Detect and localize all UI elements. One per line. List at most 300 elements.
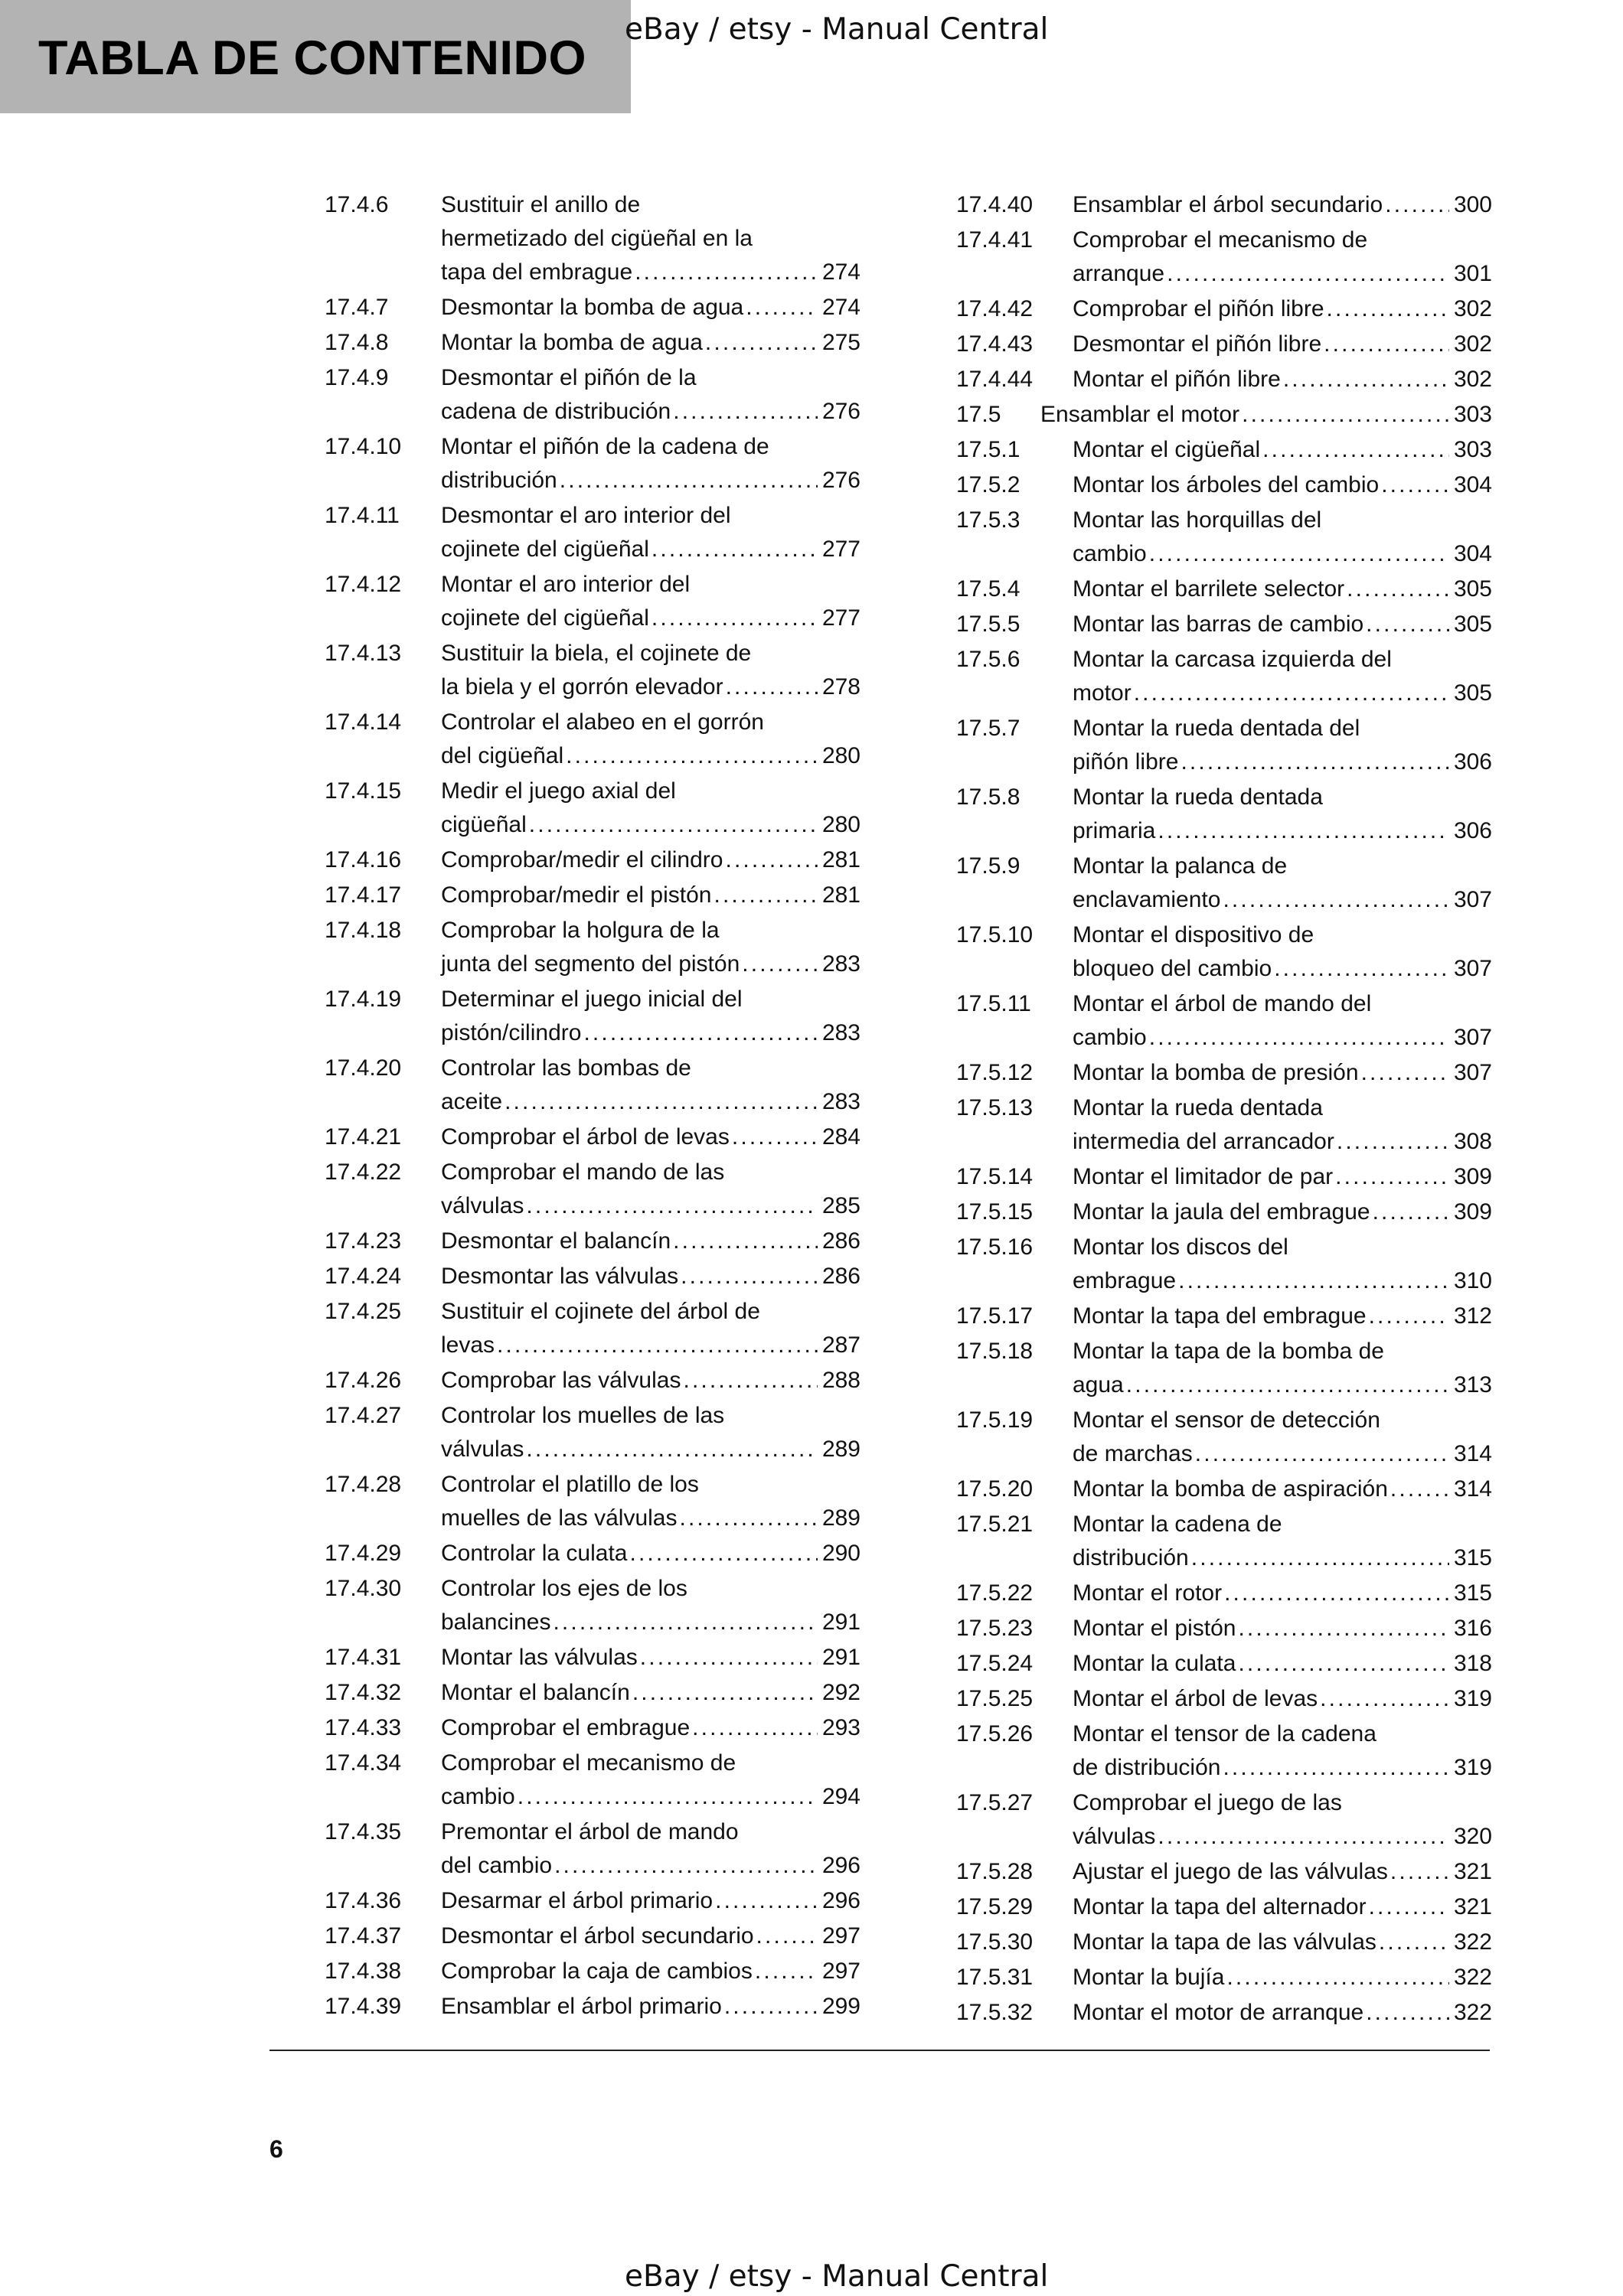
toc-page-number[interactable]: 291: [821, 1609, 860, 1635]
toc-section-number: 17.5.27: [956, 1790, 1034, 1815]
toc-page-number[interactable]: 300: [1453, 192, 1492, 217]
toc-page-number[interactable]: 299: [821, 1994, 860, 2019]
toc-entry-body: [1073, 1682, 1492, 1716]
toc-entry-body: [441, 1537, 860, 1570]
dot-leader: [732, 1120, 818, 1154]
dot-leader: [1158, 1820, 1449, 1854]
toc-entry[interactable]: [325, 1537, 860, 1570]
toc-entry[interactable]: [325, 1399, 860, 1466]
dot-leader: [1373, 1195, 1449, 1229]
toc-title-last-line: [1073, 677, 1492, 710]
toc-entry[interactable]: [956, 1056, 1492, 1090]
toc-title-line: Montar la palanca de: [1073, 853, 1288, 879]
toc-entry[interactable]: [956, 608, 1492, 641]
toc-entry[interactable]: [956, 363, 1492, 396]
toc-page-number[interactable]: 307: [1453, 887, 1492, 912]
toc-page-number[interactable]: 276: [821, 399, 860, 424]
toc-entry[interactable]: [956, 1612, 1492, 1645]
toc-page-number[interactable]: 306: [1453, 749, 1492, 775]
toc-title-last-line: [1073, 745, 1492, 779]
toc-page-number[interactable]: 307: [1453, 1060, 1492, 1085]
toc-entry[interactable]: [956, 398, 1492, 432]
toc-entry-body: [441, 1711, 860, 1745]
toc-page-number[interactable]: 322: [1453, 2000, 1492, 2025]
toc-entry[interactable]: [956, 1717, 1492, 1785]
toc-page-number[interactable]: 277: [821, 605, 860, 631]
toc-title-line: Ensamblar el motor: [1040, 402, 1240, 427]
toc-entry[interactable]: [956, 1404, 1492, 1471]
toc-page-number[interactable]: 289: [821, 1437, 860, 1462]
toc-title-line: Sustituir el anillo de: [441, 192, 641, 217]
toc-title-line: de marchas: [1073, 1441, 1193, 1466]
toc-title-last-line: [441, 739, 860, 773]
toc-entry[interactable]: [325, 188, 860, 289]
dot-leader: [1390, 1473, 1449, 1506]
toc-title-last-line: [1073, 257, 1492, 291]
toc-entry[interactable]: [956, 1231, 1492, 1298]
toc-title-line: la biela y el gorrón elevador: [441, 674, 723, 700]
toc-entry[interactable]: [325, 843, 860, 877]
toc-section-number: 17.4.23: [325, 1228, 402, 1254]
toc-section-number: 17.4.10: [325, 434, 402, 459]
dot-leader: [553, 1606, 818, 1639]
toc-page-number[interactable]: 314: [1453, 1476, 1492, 1502]
toc-entry[interactable]: [325, 914, 860, 981]
toc-entry[interactable]: [956, 1996, 1492, 2030]
toc-section-number: 17.5.29: [956, 1894, 1034, 1919]
toc-section-number: 17.5.30: [956, 1929, 1034, 1955]
toc-page-number[interactable]: 291: [821, 1645, 860, 1670]
toc-section-number: 17.4.42: [956, 296, 1034, 321]
toc-entry[interactable]: [956, 918, 1492, 986]
toc-entry[interactable]: [325, 1120, 860, 1154]
toc-entry[interactable]: [956, 1647, 1492, 1681]
toc-section-number: 17.4.6: [325, 192, 389, 217]
toc-entry[interactable]: [325, 1641, 860, 1675]
toc-page-number[interactable]: 302: [1453, 296, 1492, 321]
toc-page-number[interactable]: 297: [821, 1958, 860, 1984]
toc-entry-body: [441, 914, 860, 981]
toc-title-line: distribución: [441, 468, 557, 493]
toc-title-line: Premontar el árbol de mando: [441, 1819, 739, 1844]
toc-section-number: 17.5.26: [956, 1721, 1034, 1746]
dot-leader: [560, 464, 818, 497]
toc-entry[interactable]: [325, 326, 860, 360]
toc-entry[interactable]: [956, 468, 1492, 502]
toc-page-number[interactable]: 286: [821, 1228, 860, 1254]
dot-leader: [1223, 1751, 1448, 1785]
toc-title-last-line: [441, 808, 860, 842]
toc-page-number[interactable]: 283: [821, 1020, 860, 1045]
toc-page-number[interactable]: 274: [821, 259, 860, 285]
toc-entry[interactable]: [956, 1508, 1492, 1575]
toc-entry[interactable]: [325, 1815, 860, 1883]
toc-title-line: Montar los discos del: [1073, 1234, 1288, 1260]
toc-page-number[interactable]: 288: [821, 1368, 860, 1393]
toc-page-number[interactable]: 286: [821, 1264, 860, 1289]
toc-entry-body: [441, 1052, 860, 1119]
toc-entry-body: [441, 1676, 860, 1710]
toc-entry[interactable]: [956, 1160, 1492, 1194]
toc-section-number: 17.4.38: [325, 1958, 402, 1984]
toc-page-number[interactable]: 275: [821, 330, 860, 355]
toc-title-line: levas: [441, 1332, 495, 1358]
toc-page-number[interactable]: 283: [821, 951, 860, 977]
toc-title-last-line: [1073, 1541, 1492, 1575]
toc-entry-body: [1073, 188, 1492, 222]
toc-title-line: Montar la tapa del alternador: [1073, 1894, 1367, 1919]
toc-page-number[interactable]: 306: [1453, 818, 1492, 843]
toc-page-number[interactable]: 302: [1453, 331, 1492, 357]
toc-entry-body: [1073, 468, 1492, 502]
dot-leader: [583, 1016, 818, 1050]
toc-entry[interactable]: [325, 1468, 860, 1535]
toc-entry[interactable]: [956, 1300, 1492, 1333]
toc-entry[interactable]: [956, 1682, 1492, 1716]
dot-leader: [673, 1225, 818, 1258]
toc-entry[interactable]: [325, 1364, 860, 1397]
toc-title-line: primaria: [1073, 818, 1156, 843]
toc-entry-body: [1073, 1961, 1492, 1994]
toc-page-number[interactable]: 318: [1453, 1651, 1492, 1676]
toc-page-number[interactable]: 312: [1453, 1303, 1492, 1329]
toc-title-line: Desmontar el balancín: [441, 1228, 671, 1254]
toc-title-last-line: [441, 1225, 860, 1258]
toc-page-number[interactable]: 305: [1453, 680, 1492, 706]
dot-leader: [632, 1676, 818, 1710]
toc-entry[interactable]: [325, 1955, 860, 1988]
toc-section-number: 17.5.25: [956, 1686, 1034, 1711]
toc-section-number: 17.5.28: [956, 1859, 1034, 1884]
toc-title-line: aceite: [441, 1089, 503, 1114]
toc-section-number: 17.4.32: [325, 1680, 402, 1705]
toc-page-number[interactable]: 276: [821, 468, 860, 493]
toc-entry-body: [1040, 398, 1492, 432]
toc-entry-body: [441, 1295, 860, 1362]
toc-title-line: balancines: [441, 1609, 551, 1635]
toc-title-line: Montar el árbol de levas: [1073, 1686, 1318, 1711]
toc-title-line: pistón/cilindro: [441, 1020, 582, 1045]
toc-section-number: 17.4.26: [325, 1368, 402, 1393]
toc-title-line: cojinete del cigüeñal: [441, 605, 649, 631]
toc-section-number: 17.4.22: [325, 1159, 402, 1185]
toc-page-number[interactable]: 321: [1453, 1859, 1492, 1884]
toc-entry-body: [1073, 1926, 1492, 1959]
toc-page-number[interactable]: 322: [1453, 1965, 1492, 1990]
toc-page-number[interactable]: 304: [1453, 541, 1492, 566]
toc-entry[interactable]: [325, 1884, 860, 1918]
toc-page-number[interactable]: 305: [1453, 576, 1492, 602]
toc-page-number[interactable]: 322: [1453, 1929, 1492, 1955]
toc-entry-body: [1073, 1091, 1492, 1159]
toc-entry[interactable]: [956, 712, 1492, 779]
toc-entry[interactable]: [956, 1335, 1492, 1402]
toc-entry[interactable]: [325, 706, 860, 773]
toc-title-line: Comprobar el mecanismo de: [441, 1750, 736, 1776]
toc-title-last-line: [1073, 1056, 1492, 1090]
toc-title-line: Montar la rueda dentada: [1073, 1095, 1323, 1120]
toc-entry[interactable]: [325, 1295, 860, 1362]
toc-title-line: distribución: [1073, 1545, 1189, 1570]
toc-entry[interactable]: [956, 781, 1492, 848]
toc-entry[interactable]: [956, 1961, 1492, 1994]
toc-page-number[interactable]: 316: [1453, 1616, 1492, 1641]
toc-entry[interactable]: [325, 775, 860, 842]
toc-title-last-line: [1073, 292, 1492, 326]
toc-section-number: 17.4.29: [325, 1541, 402, 1566]
toc-entry[interactable]: [956, 1926, 1492, 1959]
toc-title-line: Montar la tapa del embrague: [1073, 1303, 1367, 1329]
toc-entry[interactable]: [325, 879, 860, 912]
toc-entry-body: [441, 499, 860, 566]
toc-entry[interactable]: [325, 1225, 860, 1258]
toc-entry-body: [1073, 1786, 1492, 1854]
toc-title-last-line: [441, 843, 860, 877]
toc-entry[interactable]: [956, 188, 1492, 222]
toc-title-last-line: [441, 1189, 860, 1223]
toc-title-line: Sustituir el cojinete del árbol de: [441, 1299, 760, 1324]
toc-entry[interactable]: [325, 361, 860, 429]
toc-title-line: Controlar el platillo de los: [441, 1472, 699, 1497]
toc-entry[interactable]: [956, 643, 1492, 710]
toc-page-number[interactable]: 321: [1453, 1894, 1492, 1919]
toc-title-last-line: [1073, 1300, 1492, 1333]
toc-section-number: 17.5.12: [956, 1060, 1034, 1085]
toc-page-number[interactable]: 309: [1453, 1164, 1492, 1189]
toc-entry-body: [1073, 1335, 1492, 1402]
toc-entry[interactable]: [325, 1156, 860, 1223]
dot-leader: [1366, 1996, 1449, 2030]
toc-section-number: 17.4.15: [325, 778, 402, 804]
toc-section-number: 17.4.13: [325, 641, 402, 666]
toc-page-number[interactable]: 289: [821, 1505, 860, 1531]
toc-entry[interactable]: [325, 1572, 860, 1639]
toc-page-number[interactable]: 292: [821, 1680, 860, 1705]
dot-leader: [1347, 572, 1449, 606]
toc-title-line: Comprobar el mecanismo de: [1073, 227, 1368, 253]
toc-entry[interactable]: [956, 433, 1492, 467]
toc-page-number[interactable]: 297: [821, 1923, 860, 1949]
toc-title-line: hermetizado del cigüeñal en la: [441, 226, 753, 251]
toc-entry[interactable]: [956, 328, 1492, 361]
dot-leader: [755, 1955, 818, 1988]
toc-title-line: Desmontar el aro interior del: [441, 503, 731, 528]
toc-page-number[interactable]: 307: [1453, 1025, 1492, 1050]
dot-leader: [714, 879, 817, 912]
dot-leader: [566, 739, 818, 773]
toc-entry[interactable]: [956, 850, 1492, 917]
toc-entry[interactable]: [956, 223, 1492, 291]
toc-page-number[interactable]: 320: [1453, 1824, 1492, 1849]
dot-leader: [725, 843, 817, 877]
toc-title-line: Montar las válvulas: [441, 1645, 638, 1670]
toc-page-number[interactable]: 294: [821, 1784, 860, 1809]
toc-entry[interactable]: [325, 637, 860, 704]
toc-title-last-line: [1073, 1996, 1492, 2030]
toc-entry-body: [441, 1641, 860, 1675]
toc-title-last-line: [1073, 1160, 1492, 1194]
dot-leader: [651, 602, 818, 635]
toc-page-number[interactable]: 280: [821, 812, 860, 837]
toc-title-line: Montar el rotor: [1073, 1580, 1223, 1606]
toc-title-line: Ajustar el juego de las válvulas: [1073, 1859, 1388, 1884]
dot-leader: [497, 1329, 818, 1362]
toc-entry[interactable]: [325, 1676, 860, 1710]
toc-page-number[interactable]: 281: [821, 882, 860, 908]
toc-entry[interactable]: [956, 1473, 1492, 1506]
toc-title-line: Controlar los muelles de las: [441, 1403, 725, 1428]
toc-page-number[interactable]: 309: [1453, 1199, 1492, 1225]
toc-entry-body: [1073, 1647, 1492, 1681]
toc-section-number: 17.4.39: [325, 1994, 402, 2019]
toc-entry[interactable]: [325, 291, 860, 325]
toc-title-line: cambio: [1073, 541, 1147, 566]
toc-title-line: agua: [1073, 1372, 1124, 1397]
page-title: TABLA DE CONTENIDO: [38, 31, 586, 85]
toc-entry[interactable]: [325, 430, 860, 497]
toc-entry[interactable]: [956, 987, 1492, 1055]
toc-entry[interactable]: [956, 1195, 1492, 1229]
toc-entry[interactable]: [325, 1711, 860, 1745]
toc-page-number[interactable]: 319: [1453, 1686, 1492, 1711]
toc-title-line: Montar el balancín: [441, 1680, 630, 1705]
toc-section-number: 17.4.27: [325, 1403, 402, 1428]
toc-page-number[interactable]: 285: [821, 1193, 860, 1218]
toc-entry[interactable]: [325, 1990, 860, 2024]
toc-title-line: Comprobar el árbol de levas: [441, 1124, 730, 1150]
toc-title-line: Desmontar el piñón de la: [441, 365, 697, 390]
toc-entry[interactable]: [956, 1577, 1492, 1610]
toc-title-line: Comprobar el mando de las: [441, 1159, 725, 1185]
toc-section-number: 17.5.24: [956, 1651, 1034, 1676]
toc-page-number[interactable]: 303: [1453, 437, 1492, 462]
toc-title-last-line: [441, 1502, 860, 1535]
toc-entry-body: [1073, 1195, 1492, 1229]
toc-entry-body: [1073, 1996, 1492, 2030]
toc-page-number[interactable]: 315: [1453, 1580, 1492, 1606]
toc-page-number[interactable]: 314: [1453, 1441, 1492, 1466]
toc-title-line: Comprobar la holgura de la: [441, 918, 720, 943]
toc-entry[interactable]: [325, 983, 860, 1050]
toc-entry[interactable]: [325, 1260, 860, 1293]
toc-title-line: Determinar el juego inicial del: [441, 987, 743, 1012]
dot-leader: [1283, 363, 1449, 396]
toc-page-number[interactable]: 302: [1453, 367, 1492, 392]
toc-title-last-line: [441, 1606, 860, 1639]
toc-title-last-line: [441, 1364, 860, 1397]
toc-page-number[interactable]: 313: [1453, 1372, 1492, 1397]
toc-entry-body: [1073, 608, 1492, 641]
toc-page-number[interactable]: 274: [821, 295, 860, 320]
toc-entry[interactable]: [325, 568, 860, 635]
toc-entry-body: [1073, 918, 1492, 986]
toc-entry[interactable]: [956, 1786, 1492, 1854]
toc-entry-body: [441, 706, 860, 773]
toc-entry[interactable]: [956, 1890, 1492, 1924]
toc-title-last-line: [1073, 1125, 1492, 1159]
dot-leader: [1226, 1961, 1448, 1994]
toc-page-number[interactable]: 293: [821, 1715, 860, 1740]
toc-title-last-line: [441, 464, 860, 497]
toc-page-number[interactable]: 301: [1453, 261, 1492, 286]
toc-title-last-line: [441, 947, 860, 981]
toc-page-number[interactable]: 287: [821, 1332, 860, 1358]
toc-page-number[interactable]: 310: [1453, 1268, 1492, 1293]
dot-leader: [1327, 292, 1449, 326]
dot-leader: [1178, 1264, 1449, 1298]
toc-section-number: 17.5.17: [956, 1303, 1034, 1329]
toc-title-line: tapa del embrague: [441, 259, 633, 285]
toc-title-last-line: [441, 1711, 860, 1745]
toc-entry-body: [1073, 1300, 1492, 1333]
toc-page-number[interactable]: 290: [821, 1541, 860, 1566]
toc-entry-body: [1073, 1612, 1492, 1645]
toc-title-line: Montar la bomba de agua: [441, 330, 703, 355]
toc-page-number[interactable]: 307: [1453, 956, 1492, 981]
dot-leader: [1223, 883, 1448, 917]
toc-entry[interactable]: [325, 1746, 860, 1814]
toc-title-line: Montar el cigüeñal: [1073, 437, 1261, 462]
toc-section-number: 17.5.4: [956, 576, 1020, 602]
toc-page-number[interactable]: 278: [821, 674, 860, 700]
toc-page-number[interactable]: 305: [1453, 612, 1492, 637]
toc-page-number[interactable]: 303: [1453, 402, 1492, 427]
toc-title-line: bloqueo del cambio: [1073, 956, 1272, 981]
toc-section-number: 17.5.16: [956, 1234, 1034, 1260]
toc-page-number[interactable]: 277: [821, 536, 860, 562]
dot-leader: [505, 1085, 818, 1119]
toc-entry-body: [441, 188, 860, 289]
toc-page-number[interactable]: 315: [1453, 1545, 1492, 1570]
toc-page-number[interactable]: 319: [1453, 1755, 1492, 1780]
toc-page-number[interactable]: 296: [821, 1853, 860, 1878]
toc-title-line: cambio: [1073, 1025, 1147, 1050]
toc-page-number[interactable]: 308: [1453, 1129, 1492, 1154]
toc-title-line: Ensamblar el árbol primario: [441, 1994, 722, 2019]
toc-title-line: válvulas: [1073, 1824, 1156, 1849]
toc-entry[interactable]: [325, 1919, 860, 1953]
toc-title-last-line: [1073, 1577, 1492, 1610]
toc-page-number[interactable]: 296: [821, 1888, 860, 1913]
toc-title-line: Montar la cadena de: [1073, 1512, 1282, 1537]
toc-entry[interactable]: [956, 504, 1492, 571]
toc-title-last-line: [441, 670, 860, 704]
toc-entry[interactable]: [325, 499, 860, 566]
toc-entry-body: [441, 1746, 860, 1814]
toc-entry[interactable]: [325, 1052, 860, 1119]
toc-entry-body: [441, 1815, 860, 1883]
dot-leader: [683, 1364, 817, 1397]
toc-page-number[interactable]: 283: [821, 1089, 860, 1114]
toc-title-last-line: [1073, 1612, 1492, 1645]
toc-entry[interactable]: [956, 292, 1492, 326]
toc-title-line: del cambio: [441, 1853, 553, 1878]
toc-entry[interactable]: [956, 1091, 1492, 1159]
toc-entry-body: [1073, 1473, 1492, 1506]
dot-leader: [651, 533, 818, 566]
toc-entry[interactable]: [956, 1855, 1492, 1889]
dot-leader: [1195, 1437, 1449, 1471]
toc-page-number[interactable]: 281: [821, 847, 860, 872]
toc-title-line: Controlar la culata: [441, 1541, 628, 1566]
toc-entry[interactable]: [956, 572, 1492, 606]
toc-title-line: Montar la rueda dentada del: [1073, 716, 1360, 741]
toc-page-number[interactable]: 284: [821, 1124, 860, 1150]
toc-page-number[interactable]: 304: [1453, 472, 1492, 497]
toc-section-number: 17.4.28: [325, 1472, 402, 1497]
dot-leader: [1335, 1160, 1449, 1194]
toc-page-number[interactable]: 280: [821, 743, 860, 768]
